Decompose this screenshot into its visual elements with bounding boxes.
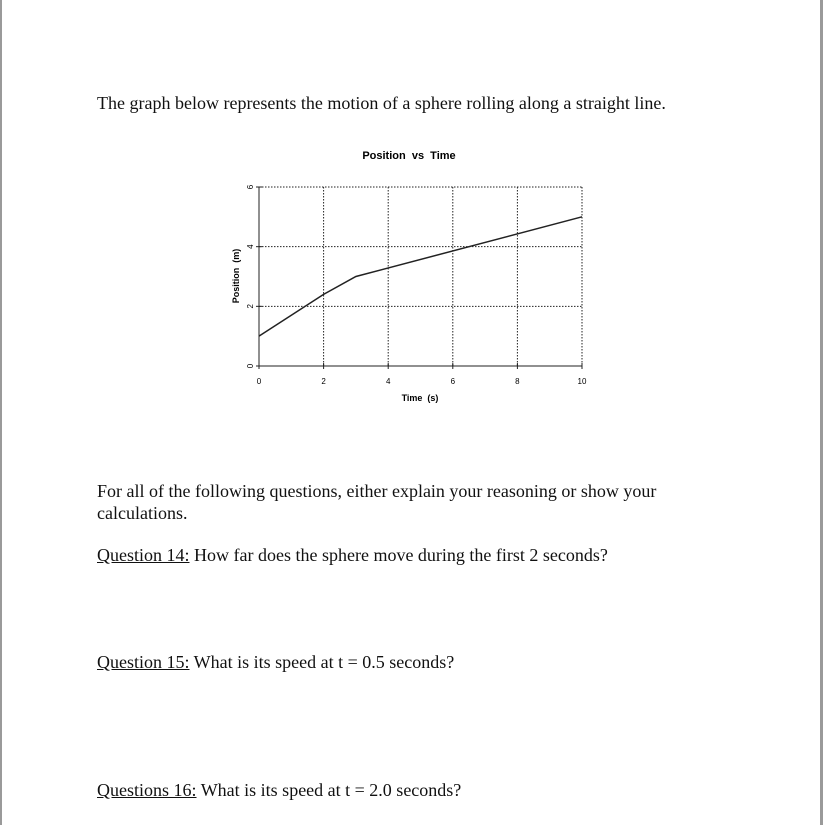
instruction-text: For all of the following questions, either explain your reasoning or show your calculations. bbox=[97, 481, 657, 523]
x-tick-label-5: 10 bbox=[577, 377, 587, 386]
x-axis-label: Time (s) bbox=[401, 393, 439, 403]
question-16-text: What is its speed at t = 2.0 seconds? bbox=[196, 780, 462, 800]
grid-lines bbox=[259, 187, 582, 366]
y-tick-label-1: 2 bbox=[246, 304, 255, 309]
chart-title: Position vs Time bbox=[362, 150, 456, 162]
question-15-label: Question 15: bbox=[97, 652, 190, 672]
x-tick-label-3: 6 bbox=[450, 377, 456, 386]
y-axis-label: Position (m) bbox=[231, 248, 241, 304]
question-14-label: Question 14: bbox=[97, 545, 190, 565]
question-14-text: How far does the sphere move during the first 2 seconds? bbox=[189, 545, 608, 565]
y-tick-label-0: 0 bbox=[246, 363, 255, 369]
series-line-position bbox=[259, 217, 582, 336]
x-tick-label-4: 8 bbox=[515, 377, 520, 386]
question-15-text: What is its speed at t = 0.5 seconds? bbox=[189, 652, 455, 672]
axes bbox=[256, 187, 582, 369]
tick-labels bbox=[246, 184, 587, 386]
series bbox=[259, 217, 582, 336]
question-15 bbox=[97, 652, 454, 673]
question-16-label: Questions 16: bbox=[97, 780, 197, 800]
question-14 bbox=[97, 545, 608, 566]
y-tick-label-2: 4 bbox=[246, 244, 255, 249]
question-16 bbox=[97, 780, 461, 801]
x-tick-label-2: 4 bbox=[385, 377, 391, 386]
x-tick-label-1: 2 bbox=[321, 377, 326, 386]
intro-text: The graph below represents the motion of a sphere rolling along a straight line. bbox=[97, 93, 666, 113]
x-tick-label-0: 0 bbox=[256, 377, 262, 386]
y-tick-label-3: 6 bbox=[246, 184, 255, 190]
